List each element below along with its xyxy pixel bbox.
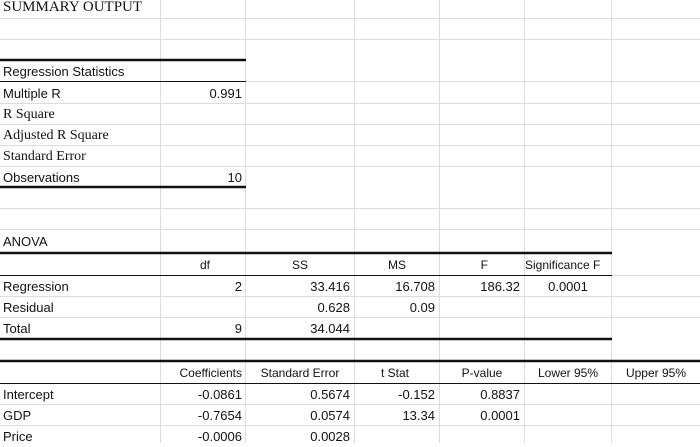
coef-price-standard-error: 0.0028 (310, 429, 350, 444)
anova-regression-f: 186.32 (480, 279, 520, 294)
coef-price-coefficient: -0.0006 (197, 429, 242, 444)
regression-statistics-header: Regression Statistics (3, 64, 125, 79)
stat-value-adjusted-r-square (160, 125, 242, 146)
coef-row-label-price: Price (3, 429, 33, 444)
stat-label-observations: Observations (3, 170, 80, 185)
stat-value-standard-error (160, 146, 242, 167)
coef-intercept-standard-error: 0.5674 (310, 387, 350, 402)
coef-col-upper-95: Upper 95% (625, 366, 687, 380)
coef-row-label-gdp: GDP (3, 408, 32, 423)
stat-value-observations: 10 (227, 170, 242, 185)
coef-row-label-intercept: Intercept (3, 387, 54, 402)
coef-col-standard-error: Standard Error (260, 366, 340, 380)
anova-total-df: 9 (234, 321, 242, 336)
anova-regression-significance-f: 0.0001 (548, 279, 588, 294)
summary-title: SUMMARY OUTPUT (3, 0, 143, 15)
coef-gdp-t-stat: 13.34 (402, 408, 435, 423)
anova-col-significance-f: Significance F (525, 258, 601, 272)
anova-regression-df: 2 (234, 279, 242, 294)
coef-gdp-standard-error: 0.0574 (310, 408, 350, 423)
coef-gdp-p-value: 0.0001 (480, 408, 520, 423)
coef-intercept-p-value: 0.8837 (480, 387, 520, 402)
stat-label-multiple-r: Multiple R (3, 86, 61, 101)
anova-residual-ms: 0.09 (409, 300, 435, 315)
anova-col-df: df (199, 258, 210, 272)
anova-total-ss: 34.044 (310, 321, 350, 336)
stat-label-r-square: R Square (3, 107, 55, 122)
anova-regression-ss: 33.416 (310, 279, 350, 294)
anova-row-label-regression: Regression (3, 279, 69, 294)
stat-label-standard-error: Standard Error (3, 149, 86, 164)
anova-header: ANOVA (3, 234, 48, 249)
coef-intercept-coefficient: -0.0861 (197, 387, 242, 402)
coef-col-p-value: P-value (461, 366, 503, 380)
anova-col-f: F (480, 258, 488, 272)
anova-regression-ms: 16.708 (395, 279, 435, 294)
coef-intercept-t-stat: -0.152 (398, 387, 435, 402)
coef-col-coefficients: Coefficients (179, 366, 242, 380)
stat-value-multiple-r: 0.991 (209, 86, 242, 101)
anova-row-label-total: Total (3, 321, 31, 336)
stat-value-r-square (160, 104, 242, 125)
anova-residual-ss: 0.628 (317, 300, 350, 315)
coef-col-t-stat: t Stat (380, 366, 409, 380)
anova-col-ms: MS (388, 258, 406, 272)
stat-label-adjusted-r-square: Adjusted R Square (3, 128, 109, 143)
anova-col-ss: SS (291, 258, 308, 272)
coef-gdp-coefficient: -0.7654 (197, 408, 242, 423)
coef-col-lower-95: Lower 95% (537, 366, 599, 380)
anova-row-label-residual: Residual (3, 300, 54, 315)
